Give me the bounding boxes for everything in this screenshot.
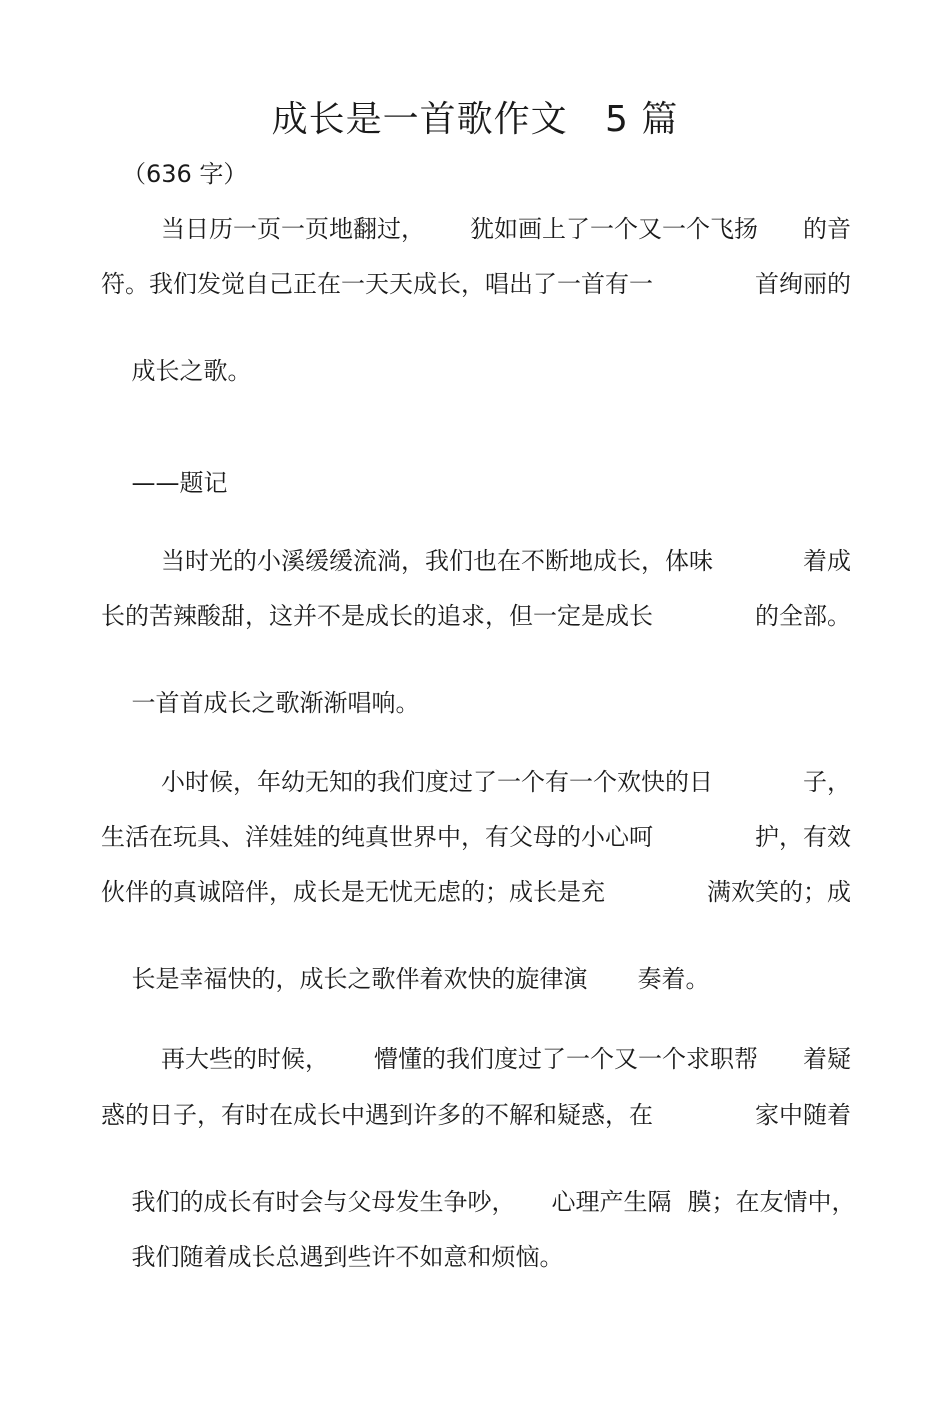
text-segment: 长是幸福快的，成长之歌伴着欢快的旋律演 [131,965,588,993]
text-segment: 犹如画上了一个又一个飞扬 [470,215,758,243]
text-segment: ——题记 [131,469,228,497]
text-segment: 惑的日子，有时在成长中遇到许多的不解和疑惑，在 [101,1101,653,1129]
paragraph-line [101,268,851,300]
text-segment: 子， [803,768,851,796]
paragraph-line [101,323,851,419]
text-segment: 满欢笑的；成 [707,878,851,906]
text-segment: 护，有效 [755,823,851,851]
paragraph-line [161,545,851,577]
text-segment: 我们随着成长总遇到些许不如意和烦恼。 [131,1243,564,1271]
text-segment: 心理产生隔 [551,1188,672,1216]
paragraph-line [161,766,851,798]
paragraph-line [101,1099,851,1131]
text-segment: 符。我们发觉自己正在一天天成长，唱出了一首有一 [101,270,653,298]
document-title: 成长是一首歌作文 5 篇 [271,99,679,140]
text-segment: 成长之歌。 [131,357,252,385]
paragraph-line [101,1209,851,1305]
word-count: （636 字） [122,160,248,188]
paragraph-line [101,655,851,751]
paragraph-line [101,876,851,908]
text-segment: 当日历一页一页地翻过， [161,215,425,243]
paragraph-line [161,1043,851,1075]
paragraph-line [161,213,851,245]
text-segment: 着成 [803,547,851,575]
paragraph-line [101,931,710,1027]
text-segment: 着疑 [803,1045,851,1073]
paragraph-line [101,821,851,853]
text-segment: 生活在玩具、洋娃娃的纯真世界中，有父母的小心呵 [101,823,653,851]
text-segment: 我们的成长有时会与父母发生争吵， [131,1188,516,1216]
text-segment: 家中随着 [755,1101,851,1129]
text-segment: 的音 [803,215,851,243]
text-segment: 膜；在友情中， [687,1188,856,1216]
text-segment: 小时候，年幼无知的我们度过了一个有一个欢快的日 [161,768,713,796]
text-segment: 再大些的时候， [161,1045,329,1073]
text-segment: 首绚丽的 [755,270,851,298]
text-segment: 懵懂的我们度过了一个又一个求职帮 [374,1045,758,1073]
text-segment: 的全部。 [755,602,851,630]
epigraph-line [101,435,851,531]
paragraph-line [101,600,851,632]
text-segment: 伙伴的真诚陪伴，成长是无忧无虑的；成长是充 [101,878,605,906]
text-segment: 一首首成长之歌渐渐唱响。 [131,689,420,717]
text-segment: 当时光的小溪缓缓流淌，我们也在不断地成长，体味 [161,547,713,575]
text-segment: 奏着。 [637,965,710,993]
text-segment: 长的苦辣酸甜，这并不是成长的追求，但一定是成长 [101,602,653,630]
